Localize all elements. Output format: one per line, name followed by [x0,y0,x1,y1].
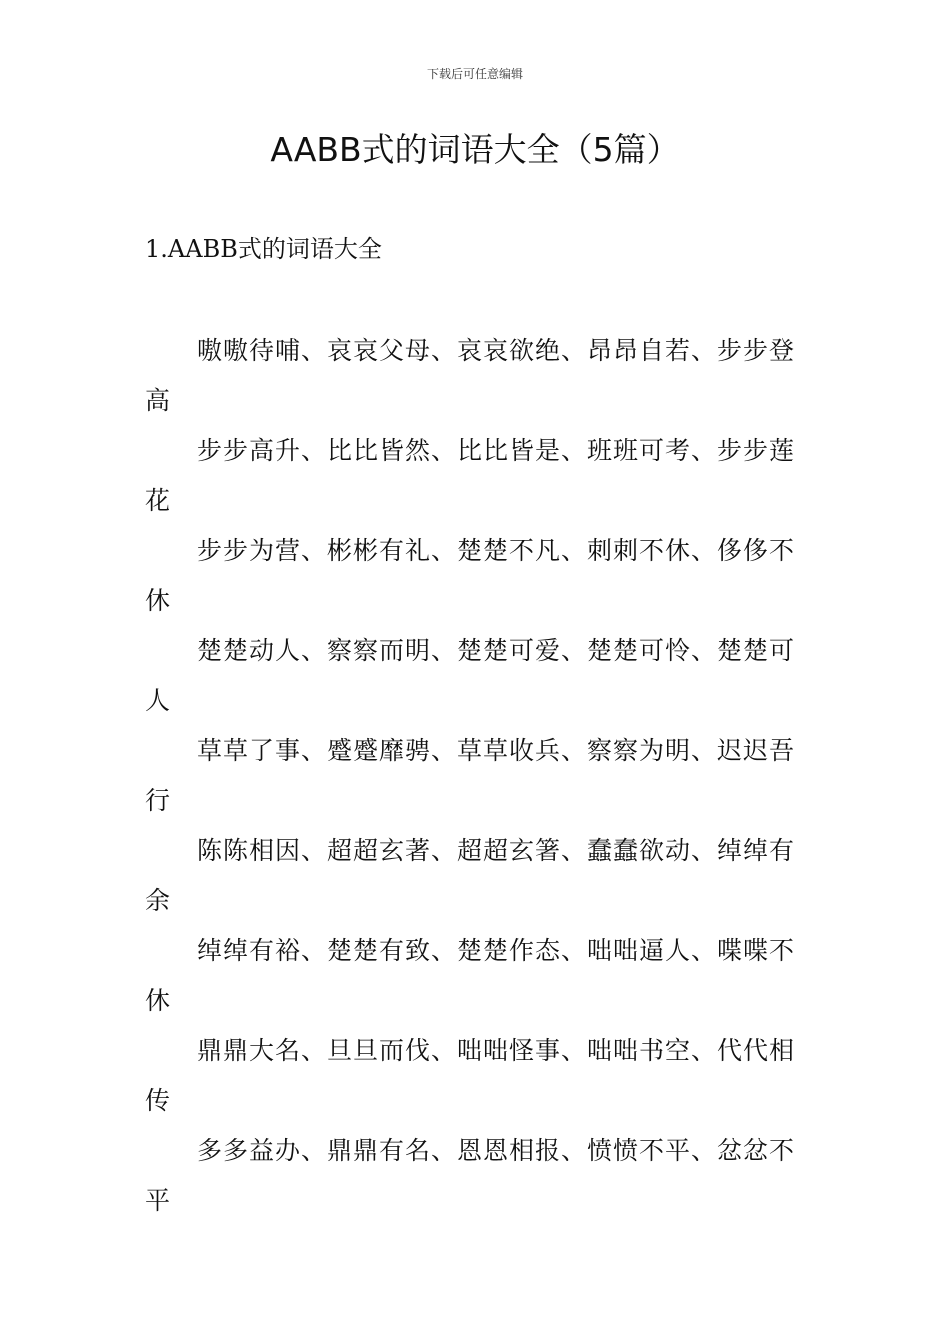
paragraph: 多多益办、鼎鼎有名、恩恩相报、愤愤不平、忿忿不平 [145,1136,796,1215]
paragraph: 楚楚动人、察察而明、楚楚可爱、楚楚可怜、楚楚可人 [145,636,796,715]
paragraph: 鼎鼎大名、旦旦而伐、咄咄怪事、咄咄书空、代代相传 [145,1036,796,1115]
body-text [145,326,810,1226]
paragraph: 绰绰有裕、楚楚有致、楚楚作态、咄咄逼人、喋喋不休 [145,936,796,1015]
paragraph: 草草了事、蹙蹙靡骋、草草收兵、察察为明、迟迟吾行 [145,736,796,815]
header-note: 下载后可任意编辑 [426,67,523,81]
paragraph: 嗷嗷待哺、哀哀父母、哀哀欲绝、昂昂自若、步步登高 [145,336,796,415]
paragraph: 陈陈相因、超超玄著、超超玄箸、蠢蠢欲动、绰绰有余 [145,836,796,915]
document-title: AABB式的词语大全（5篇） [270,130,680,169]
paragraph: 步步为营、彬彬有礼、楚楚不凡、刺刺不休、侈侈不休 [145,536,796,615]
section-heading: 1.AABB式的词语大全 [145,235,382,263]
paragraph: 步步高升、比比皆然、比比皆是、班班可考、步步莲花 [145,436,796,515]
